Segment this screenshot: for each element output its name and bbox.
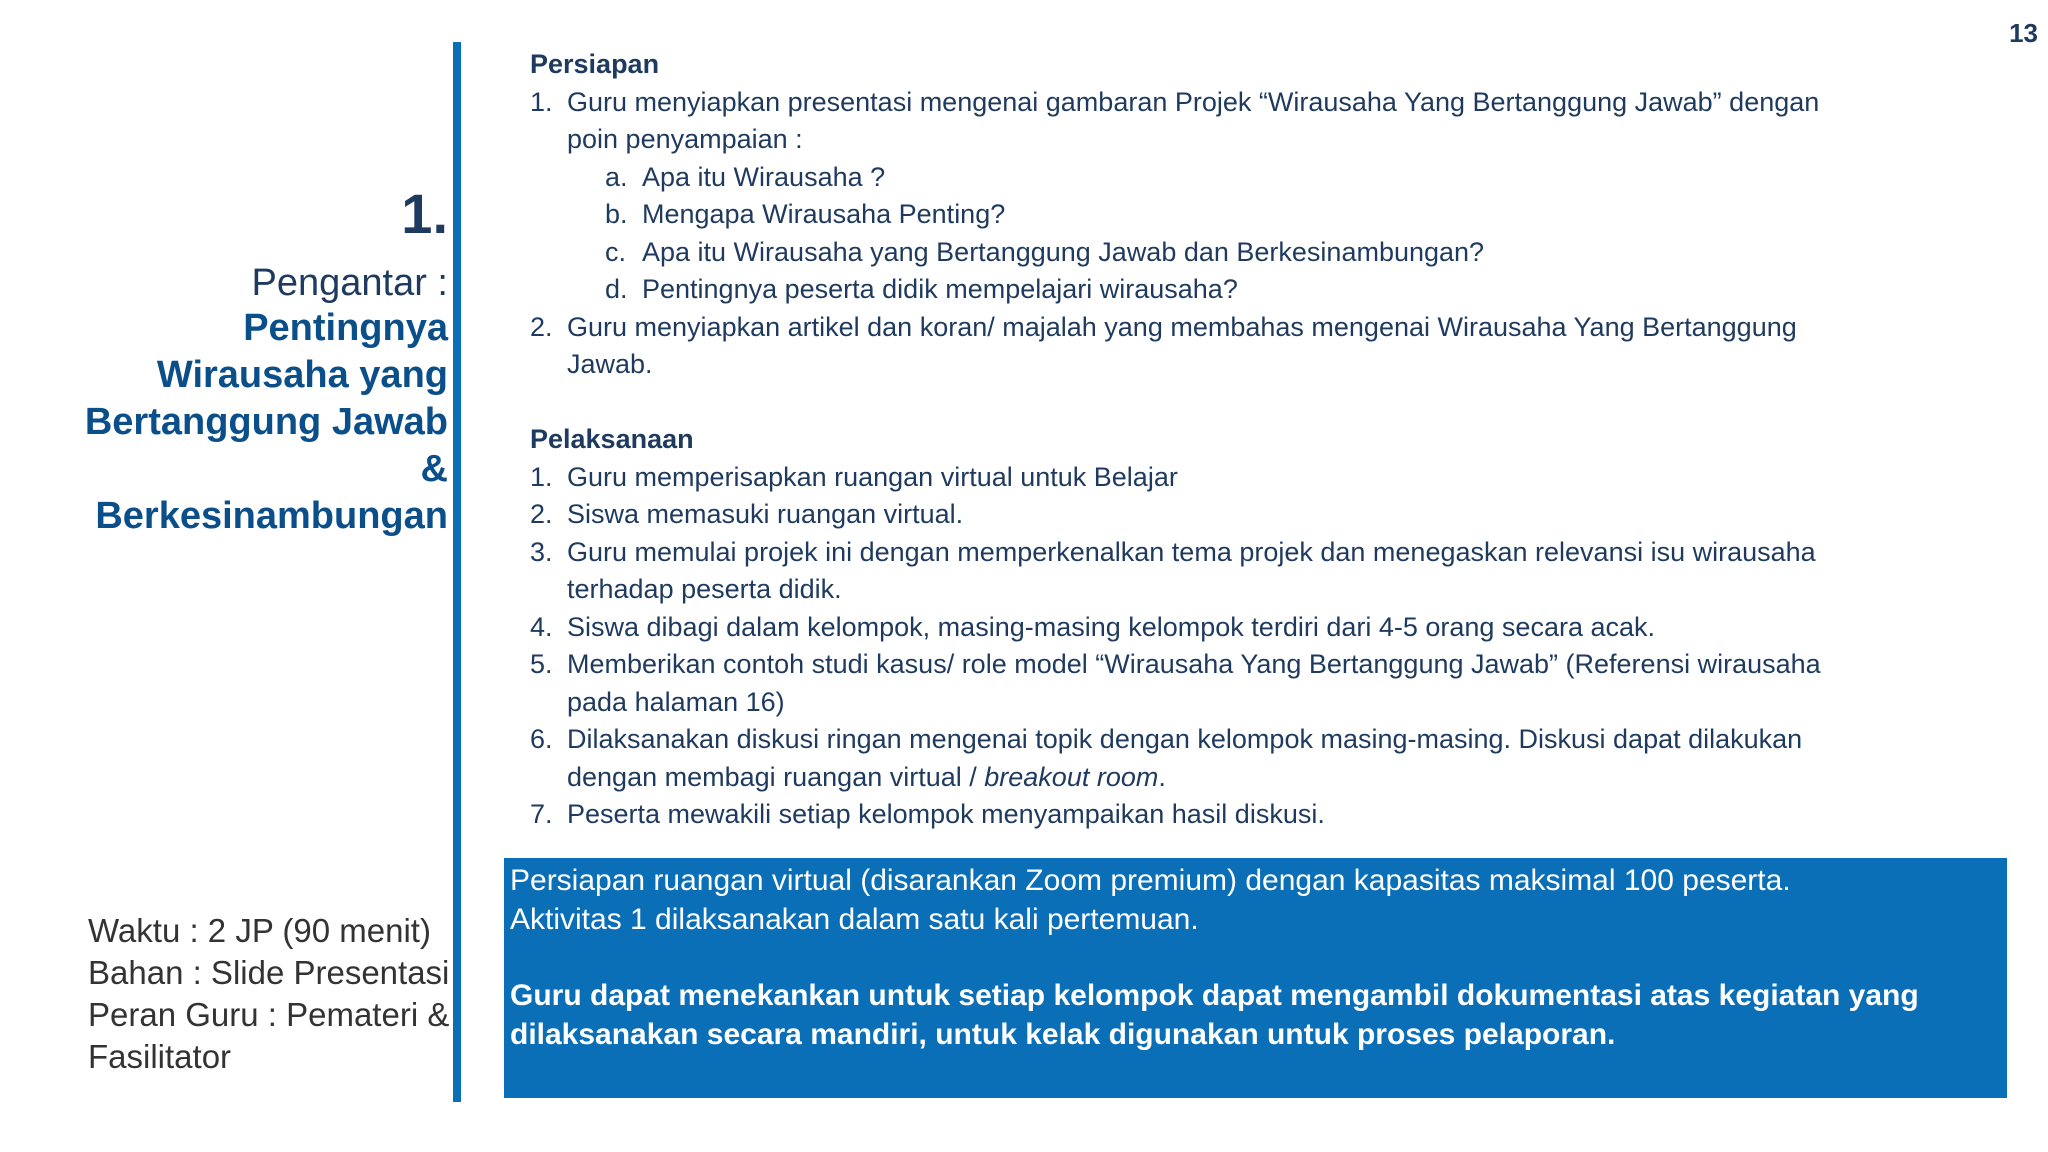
list-marker: 2. — [530, 311, 553, 342]
sublist-item-text: Mengapa Wirausaha Penting? — [642, 199, 1006, 229]
sublist-marker: c. — [605, 236, 627, 267]
topic-line: Wirausaha yang — [156, 354, 448, 396]
list-item-text: Guru menyiapkan artikel dan koran/ majalah yang membahas mengenai Wirausaha Yang Bertanggung Jawab. — [567, 311, 1797, 379]
topic-line: & — [420, 448, 448, 490]
list-marker: 7. — [530, 799, 553, 829]
list-item-text — [567, 724, 1802, 792]
sublist-marker: b. — [605, 199, 628, 229]
sublist-item — [605, 234, 1830, 272]
list-item-text: Memberikan contoh studi kasus/ role model “Wirausaha Yang Bertanggung Jawab” (Referensi wirausaha pada halaman 16) — [567, 649, 1821, 717]
sublist-item-text: Pentingnya peserta didik mempelajari wirausaha? — [642, 274, 1238, 304]
list-item — [530, 496, 1830, 534]
note-gap — [510, 939, 1999, 977]
list-item — [530, 534, 1830, 609]
topic-line: Pentingnya — [243, 307, 448, 349]
intro-label: Pengantar : — [251, 262, 448, 304]
activity-meta — [88, 910, 458, 1078]
list-item-text: Peserta mewakili setiap kelompok menyampaikan hasil diskusi. — [567, 799, 1325, 829]
list-item — [530, 459, 1830, 497]
list-item-text: Guru menyiapkan presentasi mengenai gambaran Projek “Wirausaha Yang Bertanggung Jawab” dengan poin penyampaian : — [567, 86, 1820, 154]
note-line: Persiapan ruangan virtual (disarankan Zoom premium) dengan kapasitas maksimal 100 peserta. — [510, 864, 1791, 897]
sublist-marker: d. — [605, 274, 628, 304]
section-spacer — [530, 384, 1830, 422]
list-item — [530, 796, 1830, 834]
sublist-item — [605, 159, 1830, 197]
list-item — [530, 721, 1830, 796]
activity-number: 1. — [401, 182, 448, 245]
list-item-text-main: Dilaksanakan diskusi ringan mengenai topik dengan kelompok masing-masing. Diskusi dapat dilakukan dengan membagi ruangan virtual / — [567, 724, 1803, 792]
list-item-text: Guru memperisapkan ruangan virtual untuk Belajar — [567, 461, 1178, 492]
list-marker: 5. — [530, 649, 553, 679]
pelaksanaan-list — [530, 459, 1830, 834]
note-emphasis: Guru dapat menekankan untuk setiap kelompok dapat mengambil dokumentasi atas kegiatan yang dilaksanakan secara mandiri, untuk kelak digunakan untuk proses pelaporan. — [510, 979, 1919, 1051]
main-content — [530, 46, 1830, 834]
section-title-persiapan: Persiapan — [530, 49, 660, 79]
persiapan-list — [530, 84, 1830, 384]
list-marker: 1. — [530, 86, 553, 117]
list-marker: 6. — [530, 724, 553, 754]
list-item-text-end: . — [1158, 761, 1166, 792]
note-line: Aktivitas 1 dilaksanakan dalam satu kali pertemuan. — [510, 902, 1199, 936]
list-marker: 4. — [530, 611, 553, 642]
sublist-item-text: Apa itu Wirausaha ? — [642, 161, 886, 192]
list-marker: 2. — [530, 499, 553, 529]
list-item — [530, 309, 1830, 384]
note-box — [504, 858, 2007, 1098]
meta-role-cont: Fasilitator — [88, 1038, 232, 1075]
meta-material: Bahan : Slide Presentasi — [88, 954, 450, 991]
sublist-item — [605, 271, 1830, 309]
meta-time: Waktu : 2 JP (90 menit) — [88, 912, 431, 949]
list-marker: 1. — [530, 461, 553, 492]
sublist-item-text: Apa itu Wirausaha yang Bertanggung Jawab dan Berkesinambungan? — [642, 236, 1485, 267]
list-marker: 3. — [530, 536, 553, 567]
topic-title — [40, 305, 448, 540]
list-item-text: Siswa dibagi dalam kelompok, masing-masing kelompok terdiri dari 4-5 orang secara acak. — [567, 611, 1656, 642]
sublist-item — [605, 196, 1830, 234]
topic-line: Berkesinambungan — [95, 495, 448, 537]
persiapan-sublist — [567, 159, 1830, 309]
list-item — [530, 646, 1830, 721]
section-title-pelaksanaan: Pelaksanaan — [530, 424, 694, 454]
topic-line: Bertanggung Jawab — [84, 401, 448, 443]
sublist-marker: a. — [605, 161, 628, 192]
list-item-text-italic: breakout room — [984, 761, 1159, 792]
list-item — [530, 609, 1830, 647]
list-item-text: Guru memulai projek ini dengan memperkenalkan tema projek dan menegaskan relevansi isu wirausaha terhadap peserta didik. — [567, 536, 1816, 604]
page-number: 13 — [2009, 18, 2038, 48]
list-item-text: Siswa memasuki ruangan virtual. — [567, 499, 964, 529]
meta-role: Peran Guru : Pemateri & — [88, 996, 450, 1033]
list-item — [530, 84, 1830, 309]
